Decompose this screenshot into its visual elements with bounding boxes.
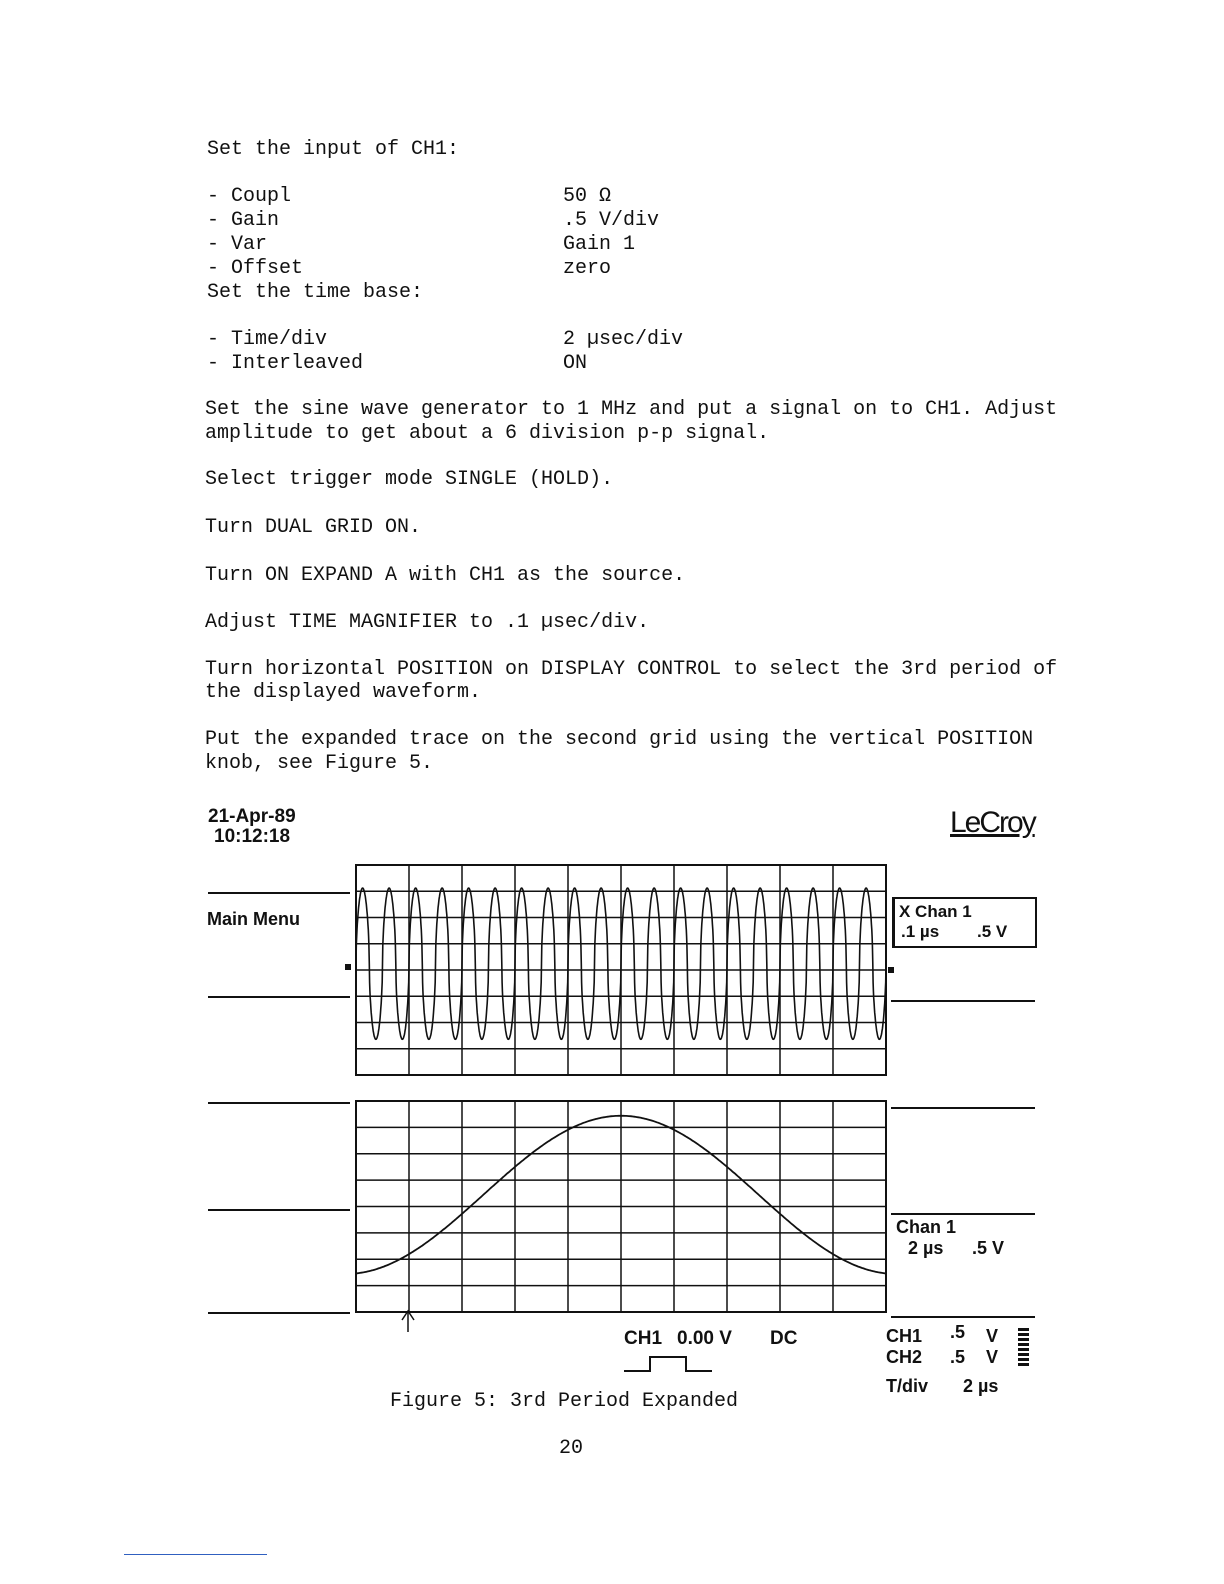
lower-trace-name: Chan 1: [896, 1217, 957, 1237]
setting-value: 2 µsec/div: [563, 328, 684, 351]
setting-value: Gain 1: [563, 233, 636, 256]
right-level-marker: [888, 967, 894, 973]
figure-caption: Figure 5: 3rd Period Expanded: [390, 1390, 739, 1413]
trigger-channel: CH1: [624, 1328, 663, 1349]
footer-rule: [124, 1554, 267, 1555]
status-ch1-label: CH1: [886, 1326, 923, 1346]
setting-value: ON: [563, 352, 588, 375]
lower-grid: [356, 1101, 886, 1312]
instruction-line: Turn horizontal POSITION on DISPLAY CONTROL to select the 3rd period of: [205, 658, 1058, 681]
scope-time: 10:12:18: [214, 826, 291, 847]
setting-label: - Time/div: [207, 328, 328, 351]
setting-label: - Offset: [207, 257, 304, 280]
status-ch2-unit: V: [986, 1347, 999, 1367]
instruction-line: amplitude to get about a 6 division p-p signal.: [205, 422, 770, 445]
status-tdiv-value: 2 µs: [963, 1376, 999, 1396]
setup-heading: Set the input of CH1:: [207, 138, 460, 161]
status-ch2-label: CH2: [886, 1347, 923, 1367]
trigger-pulse-icon: [624, 1357, 712, 1371]
instruction-line: Adjust TIME MAGNIFIER to .1 µsec/div.: [205, 611, 650, 634]
instruction-line: knob, see Figure 5.: [205, 752, 434, 775]
upper-trace-volts: .5 V: [977, 922, 1008, 941]
setting-value: .5 V/div: [563, 209, 660, 232]
status-ch1-unit: V: [986, 1326, 999, 1346]
setting-label: - Var: [207, 233, 268, 256]
main-menu-label: Main Menu: [207, 909, 300, 929]
instruction-line: Set the sine wave generator to 1 MHz and put a signal on to CH1. Adjust: [205, 398, 1058, 421]
trigger-level: 0.00 V: [677, 1328, 732, 1349]
instruction-line: the displayed waveform.: [205, 681, 482, 704]
setting-label: - Interleaved: [207, 352, 364, 375]
instruction-line: Turn DUAL GRID ON.: [205, 516, 422, 539]
setting-value: 50 Ω: [563, 185, 612, 208]
left-level-marker: [345, 964, 351, 970]
instruction-line: Select trigger mode SINGLE (HOLD).: [205, 468, 614, 491]
scope-date: 21-Apr-89: [208, 806, 296, 827]
status-ch2-value: .5: [950, 1347, 966, 1367]
setting-label: - Gain: [207, 209, 280, 232]
status-bar-icon: [1018, 1328, 1029, 1368]
upper-trace-name: X Chan 1: [899, 902, 972, 921]
trigger-coupling: DC: [770, 1328, 798, 1349]
page-number: 20: [559, 1437, 584, 1460]
timebase-heading: Set the time base:: [207, 281, 424, 304]
lower-trace-timebase: 2 µs: [908, 1238, 944, 1258]
upper-trace-timebase: .1 µs: [901, 922, 940, 941]
status-tdiv-label: T/div: [886, 1376, 929, 1396]
status-ch1-value: .5: [950, 1322, 966, 1342]
lower-trace-volts: .5 V: [972, 1238, 1005, 1258]
instruction-line: Put the expanded trace on the second grid using the vertical POSITION: [205, 728, 1034, 751]
trigger-arrow-icon: [402, 1311, 414, 1332]
setting-value: zero: [563, 257, 612, 280]
instruction-line: Turn ON EXPAND A with CH1 as the source.: [205, 564, 686, 587]
setting-label: - Coupl: [207, 185, 292, 208]
lecroy-logo: LeCroy: [950, 806, 1035, 839]
